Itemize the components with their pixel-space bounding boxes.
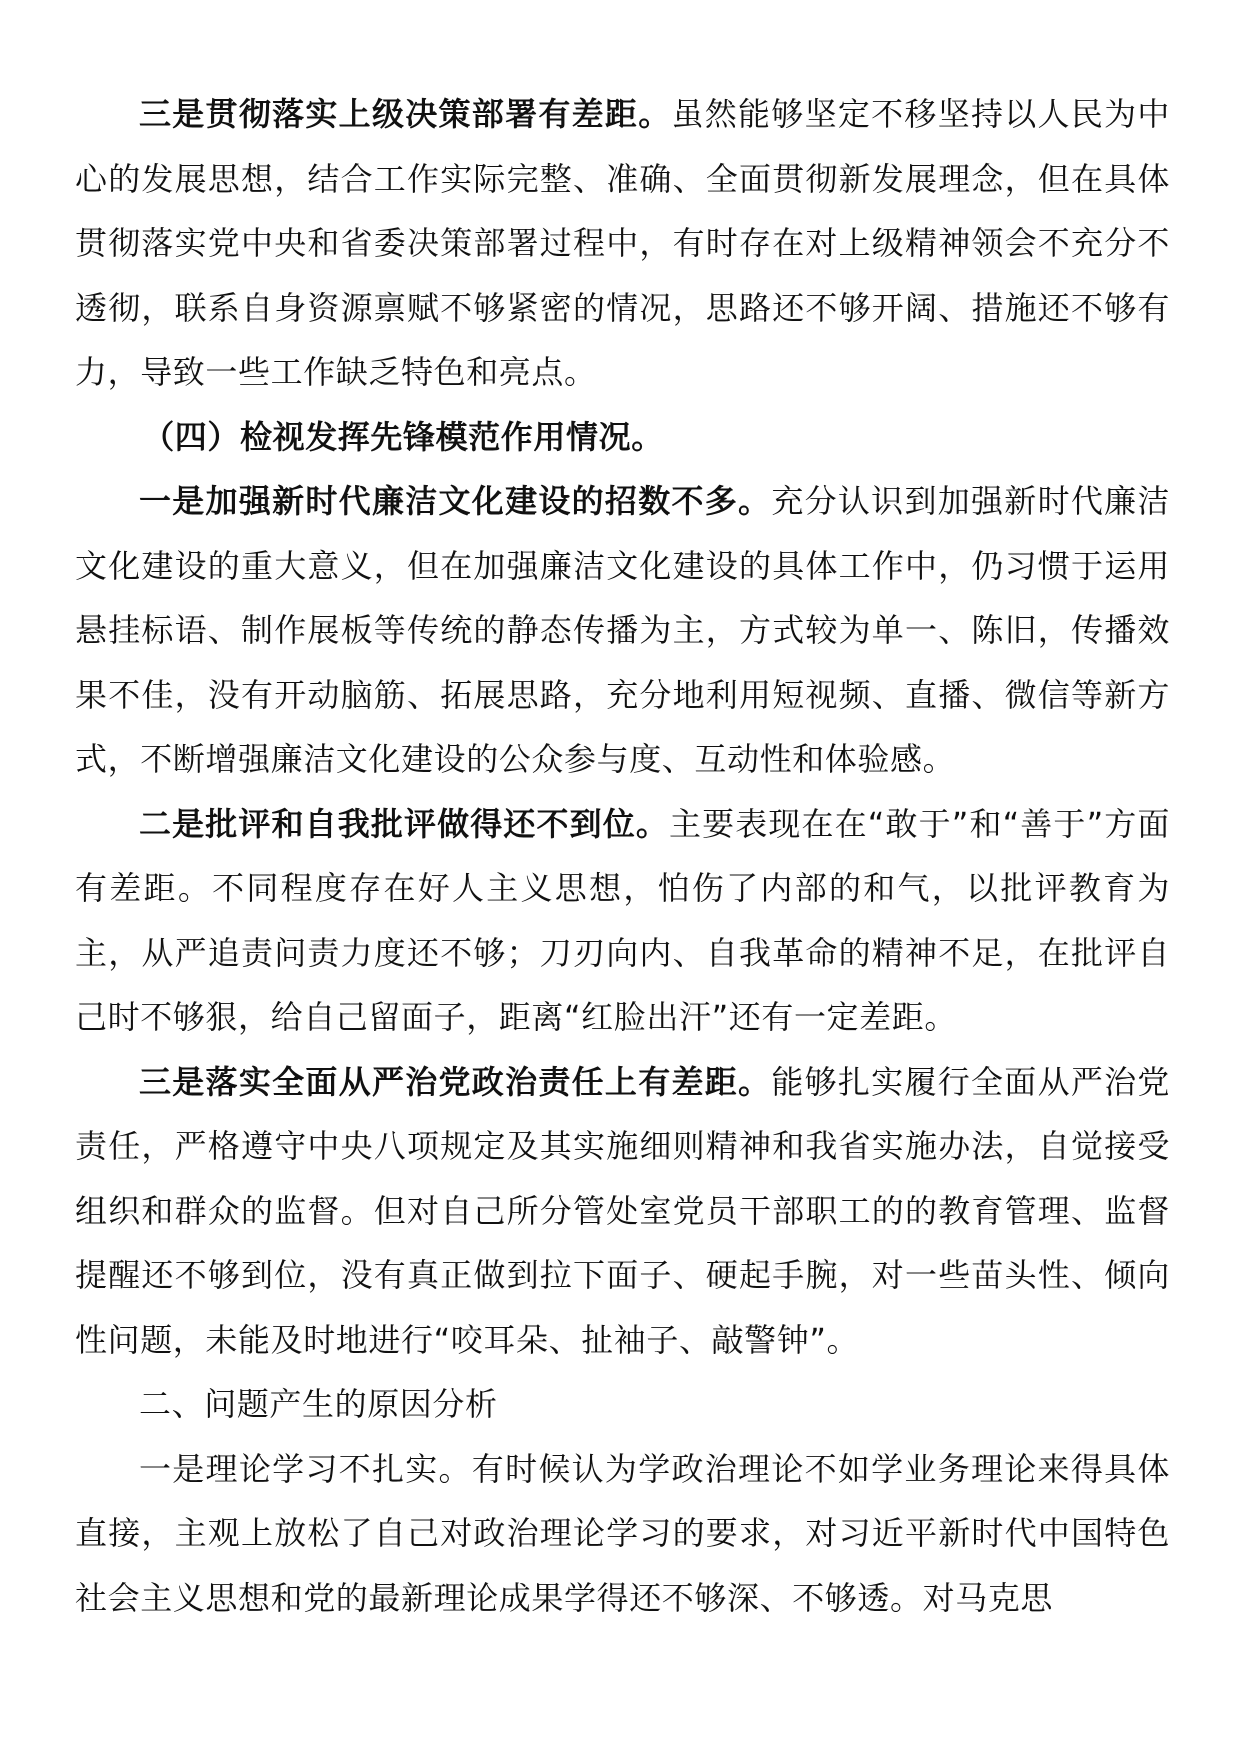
paragraph-criticism — [75, 792, 1170, 1050]
paragraph-body: 充分认识到加强新时代廉洁文化建设的重大意义，但在加强廉洁文化建设的具体工作中，仍习惯于运用悬挂标语、制作展板等传统的静态传播为主，方式较为单一、陈旧，传播效果不佳，没有开动脑筋、拓展思路，充分地利用短视频、直播、微信等新方式，不断增强廉洁文化建设的公众参与度、互动性和体验感。 — [75, 482, 1171, 778]
paragraph-lead: 三是落实全面从严治党政治责任上有差距。 — [139, 1062, 772, 1101]
paragraph-lead: 二是批评和自我批评做得还不到位。 — [139, 804, 670, 843]
paragraph-integrity-culture — [75, 469, 1170, 792]
section-heading-cause-analysis: 二、问题产生的原因分析 — [139, 1385, 498, 1423]
paragraph-theory-study: 一是理论学习不扎实。有时候认为学政治理论不如学业务理论来得具体直接，主观上放松了自己对政治理论学习的要求，对习近平新时代中国特色社会主义思想和党的最新理论成果学得还不够深、不够透。对马克思 — [75, 1449, 1170, 1617]
paragraph-implementation-gap — [75, 82, 1170, 405]
paragraph-body: 能够扎实履行全面从严治党责任，严格遵守中央八项规定及其实施细则精神和我省实施办法，自觉接受组织和群众的监督。但对自己所分管处室党员干部职工的的教育管理、监督提醒还不够到位，没有真正做到拉下面子、硬起手腕，对一些苗头性、倾向性问题，未能及时地进行“咬耳朵、扯袖子、敲警钟”。 — [75, 1062, 1171, 1359]
section-heading-vanguard-role: （四）检视发挥先锋模范作用情况。 — [142, 417, 664, 456]
paragraph-party-discipline — [75, 1050, 1170, 1373]
paragraph-lead: 三是贯彻落实上级决策部署有差距。 — [139, 95, 672, 133]
paragraph-body: 虽然能够坚定不移坚持以人民为中心的发展思想，结合工作实际完整、准确、全面贯彻新发展理念，但在具体贯彻落实党中央和省委决策部署过程中，有时存在对上级精神领会不充分不透彻，联系自身资源禀赋不够紧密的情况，思路还不够开阔、措施还不够有力，导致一些工作缺乏特色和亮点。 — [75, 95, 1170, 391]
paragraph-body: 主要表现在在“敢于”和“善于”方面有差距。不同程度存在好人主义思想，怕伤了内部的和气，以批评教育为主，从严追责问责力度还不够；刀刃向内、自我革命的精神不足，在批评自己时不够狠，给自己留面子，距离“红脸出汗”还有一定差距。 — [75, 804, 1170, 1036]
paragraph-lead: 一是加强新时代廉洁文化建设的招数不多。 — [139, 482, 772, 520]
